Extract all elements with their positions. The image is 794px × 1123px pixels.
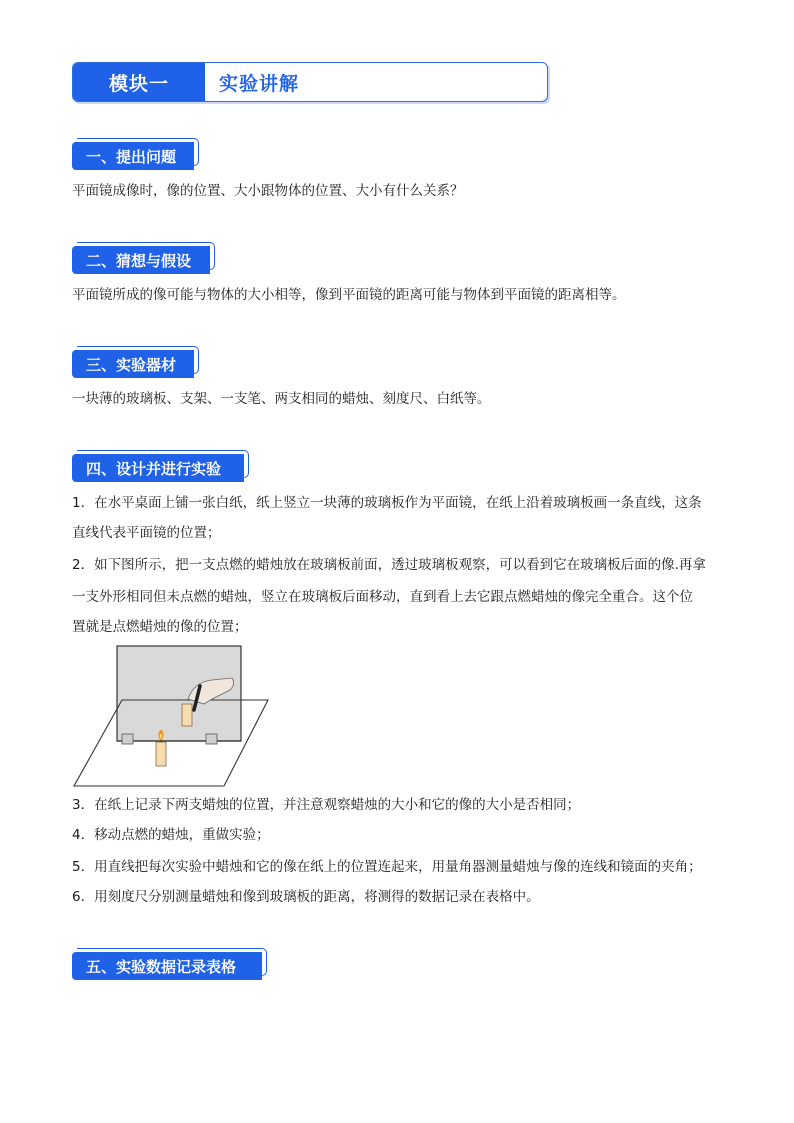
step-5: 5．用直线把每次实验中蜡烛和它的像在纸上的位置连起来，用量角器测量蜡烛与像的连线和镜面的夹角；	[72, 859, 702, 875]
section-text-materials: 一块薄的玻璃板、支架、一支笔、两支相同的蜡烛、刻度尺、白纸等。	[72, 391, 491, 407]
experiment-figure	[72, 644, 272, 789]
module-banner	[72, 62, 548, 102]
section-heading-hypothesis: 二、猜想与假设	[72, 246, 210, 274]
step-2-line-2: 一支外形相同但未点燃的蜡烛，竖立在玻璃板后面移动，直到看上去它跟点燃蜡烛的像完全重合。这个位	[72, 589, 693, 605]
support-right	[206, 734, 217, 744]
section-text-hypothesis: 平面镜所成的像可能与物体的大小相等，像到平面镜的距离可能与物体到平面镜的距离相等。	[72, 287, 626, 303]
step-6: 6．用刻度尺分别测量蜡烛和像到玻璃板的距离，将测得的数据记录在表格中。	[72, 889, 540, 905]
section-heading-procedure: 四、设计并进行实验	[72, 454, 244, 482]
step-1-line-2: 直线代表平面镜的位置；	[72, 525, 221, 541]
step-2-line-1: 2．如下图所示，把一支点燃的蜡烛放在玻璃板前面，透过玻璃板观察，可以看到它在玻璃板后面的像.再拿	[72, 557, 706, 573]
section-heading-question: 一、提出问题	[72, 142, 194, 170]
support-left	[122, 734, 133, 744]
step-1-line-1: 1．在水平桌面上铺一张白纸，纸上竖立一块薄的玻璃板作为平面镜，在纸上沿着玻璃板画一条直线，这条	[72, 495, 702, 511]
step-2-line-3: 置就是点燃蜡烛的像的位置；	[72, 619, 248, 635]
module-number: 模块一	[73, 63, 205, 101]
unlit-candle	[182, 704, 192, 726]
section-text-question: 平面镜成像时，像的位置、大小跟物体的位置、大小有什么关系？	[72, 183, 464, 199]
section-heading-data-table: 五、实验数据记录表格	[72, 952, 262, 980]
step-3: 3．在纸上记录下两支蜡烛的位置，并注意观察蜡烛的大小和它的像的大小是否相同；	[72, 797, 581, 813]
section-heading-materials: 三、实验器材	[72, 350, 194, 378]
lit-candle	[156, 742, 166, 766]
module-title: 实验讲解	[219, 72, 300, 95]
step-4: 4．移动点燃的蜡烛，重做实验；	[72, 827, 270, 843]
